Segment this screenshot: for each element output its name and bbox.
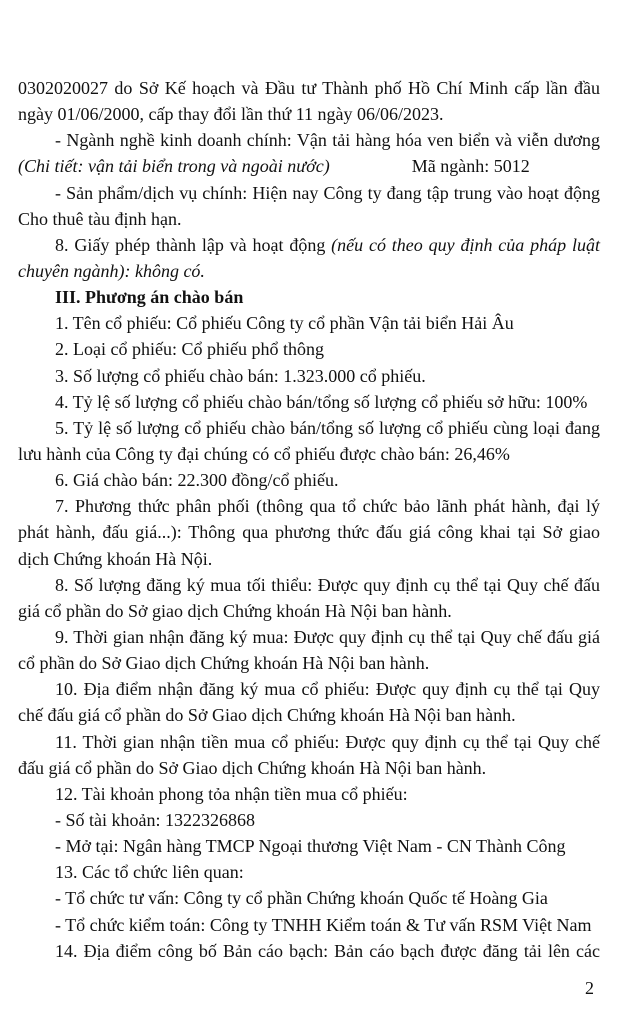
text-segment: 6. Giá chào bán: 22.300 đồng/cổ phiếu.	[55, 470, 339, 491]
text-segment: ngày 01/06/2000, cấp thay đổi lần thứ 11 ngày 06/06/2023.	[18, 104, 444, 125]
text-line	[18, 493, 600, 519]
text-segment: 10. Địa điểm nhận đăng ký mua cổ phiếu: Được quy định cụ thể tại Quy	[55, 679, 600, 700]
text-segment: 5. Tỷ lệ số lượng cổ phiếu chào bán/tổng số lượng cổ phiếu cùng loại đang	[55, 417, 600, 438]
text-line-content	[55, 729, 600, 755]
text-line-content	[55, 389, 587, 415]
italic-text: chuyên ngành): không có.	[18, 260, 205, 281]
text-line-content	[18, 153, 530, 179]
text-line-content	[55, 833, 566, 859]
text-line	[18, 807, 600, 833]
text-line-content	[18, 441, 510, 467]
text-line-content	[55, 180, 600, 206]
text-line	[18, 624, 600, 650]
text-line-content	[55, 493, 600, 519]
text-segment: 4. Tỷ lệ số lượng cổ phiếu chào bán/tổng số lượng cổ phiếu sở hữu: 100%	[55, 391, 588, 412]
text-line-content	[55, 284, 243, 310]
text-line	[18, 415, 600, 441]
text-line	[18, 650, 600, 676]
text-line	[18, 310, 600, 336]
text-line	[18, 284, 600, 310]
text-segment: lưu hành của Công ty đại chúng có cổ phiếu được chào bán: 26,46%	[18, 443, 510, 464]
text-line-content	[18, 755, 486, 781]
text-segment: dịch Chứng khoán Hà Nội.	[18, 548, 213, 569]
text-segment: 14. Địa điểm công bố Bản cáo bạch: Bản cáo bạch được đăng tải lên các	[55, 940, 600, 961]
text-line	[18, 755, 600, 781]
text-segment: 8. Số lượng đăng ký mua tối thiểu: Được quy định cụ thể tại Quy chế đấu	[55, 574, 600, 595]
text-line	[18, 180, 600, 206]
text-line-content	[55, 781, 408, 807]
text-line	[18, 572, 600, 598]
text-line-content	[18, 650, 429, 676]
text-segment: chế đấu giá cổ phần do Sở Giao dịch Chứng khoán Hà Nội ban hành.	[18, 705, 516, 726]
text-segment: - Tổ chức kiểm toán: Công ty TNHH Kiểm toán & Tư vấn RSM Việt Nam	[55, 914, 592, 935]
text-line	[18, 885, 600, 911]
text-line	[18, 519, 600, 545]
text-line-content	[55, 624, 600, 650]
text-segment: - Ngành nghề kinh doanh chính: Vận tải hàng hóa ven biển và viễn dương	[55, 130, 600, 151]
text-segment: 11. Thời gian nhận tiền mua cổ phiếu: Được quy định cụ thể tại Quy chế	[55, 731, 600, 752]
text-line-content	[18, 546, 212, 572]
text-line	[18, 127, 600, 153]
text-line-content	[55, 467, 338, 493]
text-line	[18, 729, 600, 755]
text-line-content	[55, 336, 324, 362]
text-segment: Cho thuê tàu định hạn.	[18, 208, 182, 229]
text-line	[18, 363, 600, 389]
text-segment: Mã ngành: 5012	[411, 156, 530, 177]
italic-text: (Chi tiết: vận tải biển trong và ngoài nước)	[18, 156, 330, 177]
text-line-content	[55, 859, 244, 885]
text-line	[18, 467, 600, 493]
text-line	[18, 702, 600, 728]
text-line	[18, 336, 600, 362]
text-line	[18, 75, 600, 101]
text-line	[18, 676, 600, 702]
text-line	[18, 546, 600, 572]
text-line-content	[18, 101, 444, 127]
text-segment: 2. Loại cổ phiếu: Cổ phiếu phổ thông	[55, 339, 324, 360]
text-segment: - Tổ chức tư vấn: Công ty cổ phần Chứng khoán Quốc tế Hoàng Gia	[55, 888, 548, 909]
text-line-content	[18, 206, 181, 232]
text-segment: 7. Phương thức phân phối (thông qua tổ chức bảo lãnh phát hành, đại lý	[55, 496, 600, 517]
document-body	[18, 75, 600, 964]
text-line-content	[55, 938, 600, 964]
text-segment: phát hành, đấu giá...): Thông qua phương thức đấu giá công khai tại Sở giao	[18, 522, 600, 543]
text-line-content	[55, 363, 426, 389]
text-line	[18, 441, 600, 467]
text-line-content	[55, 676, 600, 702]
text-line	[18, 912, 600, 938]
text-segment: - Số tài khoản: 1322326868	[55, 809, 255, 830]
text-line-content	[18, 702, 516, 728]
text-line	[18, 781, 600, 807]
text-segment: 9. Thời gian nhận đăng ký mua: Được quy định cụ thể tại Quy chế đấu giá	[55, 626, 600, 647]
text-segment: 1. Tên cổ phiếu: Cổ phiếu Công ty cổ phần Vận tải biển Hải Âu	[55, 313, 514, 334]
text-segment: - Mở tại: Ngân hàng TMCP Ngoại thương Việt Nam - CN Thành Công	[55, 836, 566, 857]
text-line	[18, 833, 600, 859]
text-line	[18, 101, 600, 127]
text-line	[18, 206, 600, 232]
text-segment: - Sản phẩm/dịch vụ chính: Hiện nay Công ty đang tập trung vào hoạt động	[55, 182, 600, 203]
text-line-content	[55, 807, 255, 833]
text-line-content	[55, 127, 600, 153]
text-line	[18, 153, 600, 179]
text-line-content	[18, 598, 452, 624]
text-line-content	[55, 415, 600, 441]
text-segment: cổ phần do Sở Giao dịch Chứng khoán Hà Nội ban hành.	[18, 653, 430, 674]
section-heading: III. Phương án chào bán	[55, 287, 244, 308]
text-line	[18, 389, 600, 415]
text-line-content	[18, 258, 205, 284]
text-line	[18, 859, 600, 885]
text-line-content	[55, 572, 600, 598]
text-segment: 0302020027 do Sở Kế hoạch và Đầu tư Thành phố Hồ Chí Minh cấp lần đầu	[18, 78, 600, 98]
italic-text: (nếu có theo quy định của pháp luật	[331, 234, 600, 255]
text-line	[18, 938, 600, 964]
text-segment: 3. Số lượng cổ phiếu chào bán: 1.323.000 cổ phiếu.	[55, 365, 426, 386]
text-line-content	[55, 232, 600, 258]
text-line-content	[55, 310, 514, 336]
text-segment: 12. Tài khoản phong tỏa nhận tiền mua cổ phiếu:	[55, 783, 408, 804]
text-line	[18, 232, 600, 258]
text-line-content	[18, 519, 600, 545]
text-line-content	[18, 75, 600, 101]
text-line	[18, 598, 600, 624]
text-line	[18, 258, 600, 284]
text-segment: 8. Giấy phép thành lập và hoạt động	[55, 234, 332, 255]
text-line-content	[55, 912, 592, 938]
text-segment: 13. Các tổ chức liên quan:	[55, 862, 244, 883]
text-line-content	[55, 885, 548, 911]
text-segment: giá cổ phần do Sở giao dịch Chứng khoán Hà Nội ban hành.	[18, 600, 452, 621]
text-segment: đấu giá cổ phần do Sở Giao dịch Chứng khoán Hà Nội ban hành.	[18, 757, 487, 778]
page-number: 2	[585, 978, 594, 998]
